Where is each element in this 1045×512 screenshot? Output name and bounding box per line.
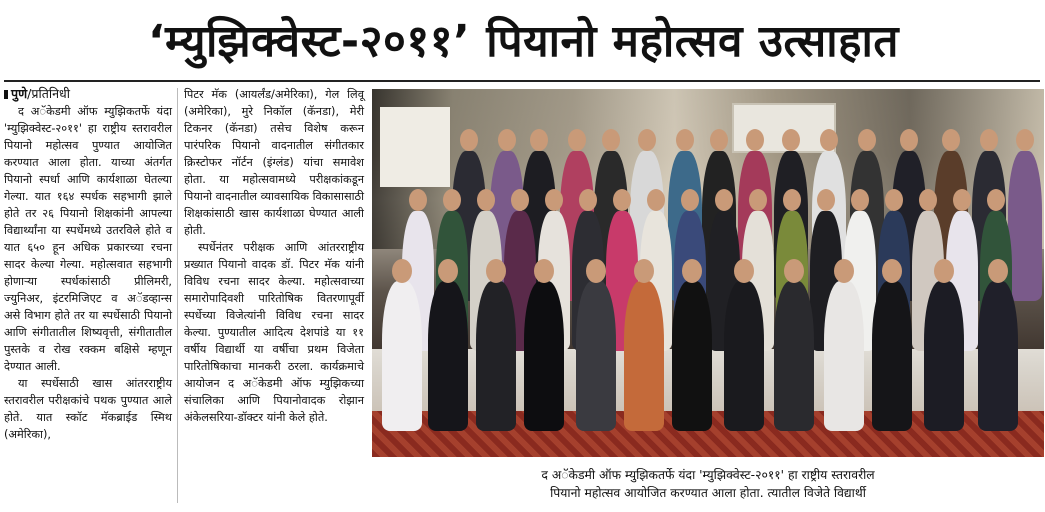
photo-person-head (746, 129, 764, 151)
photo-caption (372, 466, 1044, 502)
photo-person (1008, 151, 1042, 301)
article-paragraph: पिटर मॅक (आयर्लंड/अमेरिका), गेल लिवू (अमेरिका), मुरे निकॉल (कॅनडा), मेरी टिकनर (कॅनडा) तसेच विशेष करून पारंपरिक पियानो वादनातील संगीतकार क्रिस्टोफर नॉर्टन (इंग्लंड) यांचा समावेश होता. या महोत्सवामध्ये परीक्षकांकडून पियानो वादनातील व्यावसायिक विकासासाठी शिक्षकांसाठी खास कार्यशाळा घेण्यात आली होती. (184, 88, 364, 237)
photo-person-head (647, 189, 665, 211)
photo-person-head (602, 129, 620, 151)
photo-person (382, 281, 422, 431)
photo-person-head (511, 189, 529, 211)
photo-person-head (934, 259, 954, 283)
dateline-marker-icon (4, 90, 8, 99)
photo-person (872, 281, 912, 431)
photo-person (774, 281, 814, 431)
photo-person-head (638, 129, 656, 151)
dateline-reporter: /प्रतिनिधी (27, 86, 70, 101)
photo-person-head (534, 259, 554, 283)
photo-person-head (953, 189, 971, 211)
photo-person-head (486, 259, 506, 283)
dateline-city: पुणे (11, 86, 28, 101)
photo-person-head (613, 189, 631, 211)
photo-person (576, 281, 616, 431)
headline: ‘म्युझिक्वेस्ट-२०११’ पियानो महोत्सव उत्साहात (147, 16, 900, 67)
dateline (4, 86, 70, 102)
photo-person-head (784, 259, 804, 283)
photo-person-head (851, 189, 869, 211)
photo-person-head (782, 129, 800, 151)
photo-person (476, 281, 516, 431)
photo-person-head (634, 259, 654, 283)
photo-person-head (710, 129, 728, 151)
photo-person-head (817, 189, 835, 211)
group-photo (372, 89, 1044, 457)
photo-person-head (568, 129, 586, 151)
photo-person-head (988, 259, 1008, 283)
photo-person-head (409, 189, 427, 211)
photo-board (380, 107, 450, 187)
photo-person-head (885, 189, 903, 211)
photo-person-head (676, 129, 694, 151)
photo-person-head (715, 189, 733, 211)
photo-person (524, 281, 564, 431)
photo-person-head (586, 259, 606, 283)
photo-person-head (858, 129, 876, 151)
photo-person-head (460, 129, 478, 151)
photo-person-head (820, 129, 838, 151)
photo-person (824, 281, 864, 431)
photo-person-head (682, 259, 702, 283)
photo-person-head (749, 189, 767, 211)
photo-person-head (477, 189, 495, 211)
photo-person-head (392, 259, 412, 283)
photo-person (624, 281, 664, 431)
article-column-2 (184, 86, 364, 506)
caption-line: पियानो महोत्सव आयोजित करण्यात आला होता. त्यातील विजेते विद्यार्थी (550, 486, 866, 500)
photo-person-head (834, 259, 854, 283)
photo-person (978, 281, 1018, 431)
photo-person (924, 281, 964, 431)
article-paragraph: स्पर्धेनंतर परीक्षक आणि आंतरराष्ट्रीय प्रख्यात पियानो वादक डॉ. पिटर मॅक यांनी विविध रचना सादर केल्या. महोत्सवाच्या समारोपादिवशी पारितोषिक वितरणापूर्वी स्पर्धेच्या विजेत्यांनी विविध रचना सादर केल्या. पुण्यातील आदित्य देशपांडे या ११ वर्षीय विद्यार्थी या वर्षीचा प्रथम विजेता पारितोषिकाचा मानकरी ठरला. कार्यक्रमाचे आयोजन द अॅकेडमी ऑफ म्युझिकच्या संचालिका आणि पियानोवादक रोझान अंकेलसरिया-डॉक्टर यांनी केले होते. (184, 241, 364, 424)
photo-person-head (443, 189, 461, 211)
photo-person (724, 281, 764, 431)
photo-person-head (783, 189, 801, 211)
photo-person-head (980, 129, 998, 151)
photo-person-head (882, 259, 902, 283)
photo-person (672, 281, 712, 431)
photo-person-head (1016, 129, 1034, 151)
photo-person-head (498, 129, 516, 151)
caption-line: द अॅकेडमी ऑफ म्युझिकतर्फे यंदा 'म्युझिक्वेस्ट-२०११' हा राष्ट्रीय स्तरावरील (541, 468, 875, 482)
photo-person-head (734, 259, 754, 283)
photo-person-head (530, 129, 548, 151)
photo-person-head (900, 129, 918, 151)
column-divider (177, 88, 178, 503)
article-column-1 (4, 103, 172, 508)
photo-person-head (438, 259, 458, 283)
article-paragraph: या स्पर्धेसाठी खास आंतरराष्ट्रीय स्तरावरील परीक्षकांचे पथक पुण्यात आले होते. यात स्कॉट मॅकब्राईड स्मिथ (अमेरिका), (4, 377, 172, 441)
photo-person-head (545, 189, 563, 211)
photo-person (428, 281, 468, 431)
article-paragraph: द अॅकेडमी ऑफ म्युझिकतर्फे यंदा 'म्युझिक्वेस्ट-२०११' हा राष्ट्रीय स्तरावरील पियानो महोत्सव पुण्यात आयोजित करण्यात आला होता. याच्या अंतर्गत पियानो स्पर्धा आणि कार्यशाळा घेतल्या गेल्या. यात १६४ स्पर्धक सहभागी झाले होते तर २६ पियानो शिक्षकांनी आपल्या विद्यार्थ्यांना या स्पर्धेमध्ये उतरविले होते व यात ६५० हून अधिक प्रकारच्या रचना सादर केल्या गेल्या. महोत्सवात सहभागी होणाऱ्या स्पर्धकांसाठी प्रीलिमरी, ज्युनिअर, इंटरमिजिएट व अॅडव्हान्स असे विभाग होते तर या स्पर्धेसाठी पियानो आणि संगीतातील शिष्यवृत्ती, संगीतातील पुस्तके व रोख रक्कम बक्षिसे म्हणून देण्यात आली. (4, 105, 172, 373)
photo-person-head (681, 189, 699, 211)
photo-person-head (919, 189, 937, 211)
photo-person-head (579, 189, 597, 211)
photo-person-head (942, 129, 960, 151)
headline-rule (4, 80, 1040, 82)
photo-person-head (987, 189, 1005, 211)
